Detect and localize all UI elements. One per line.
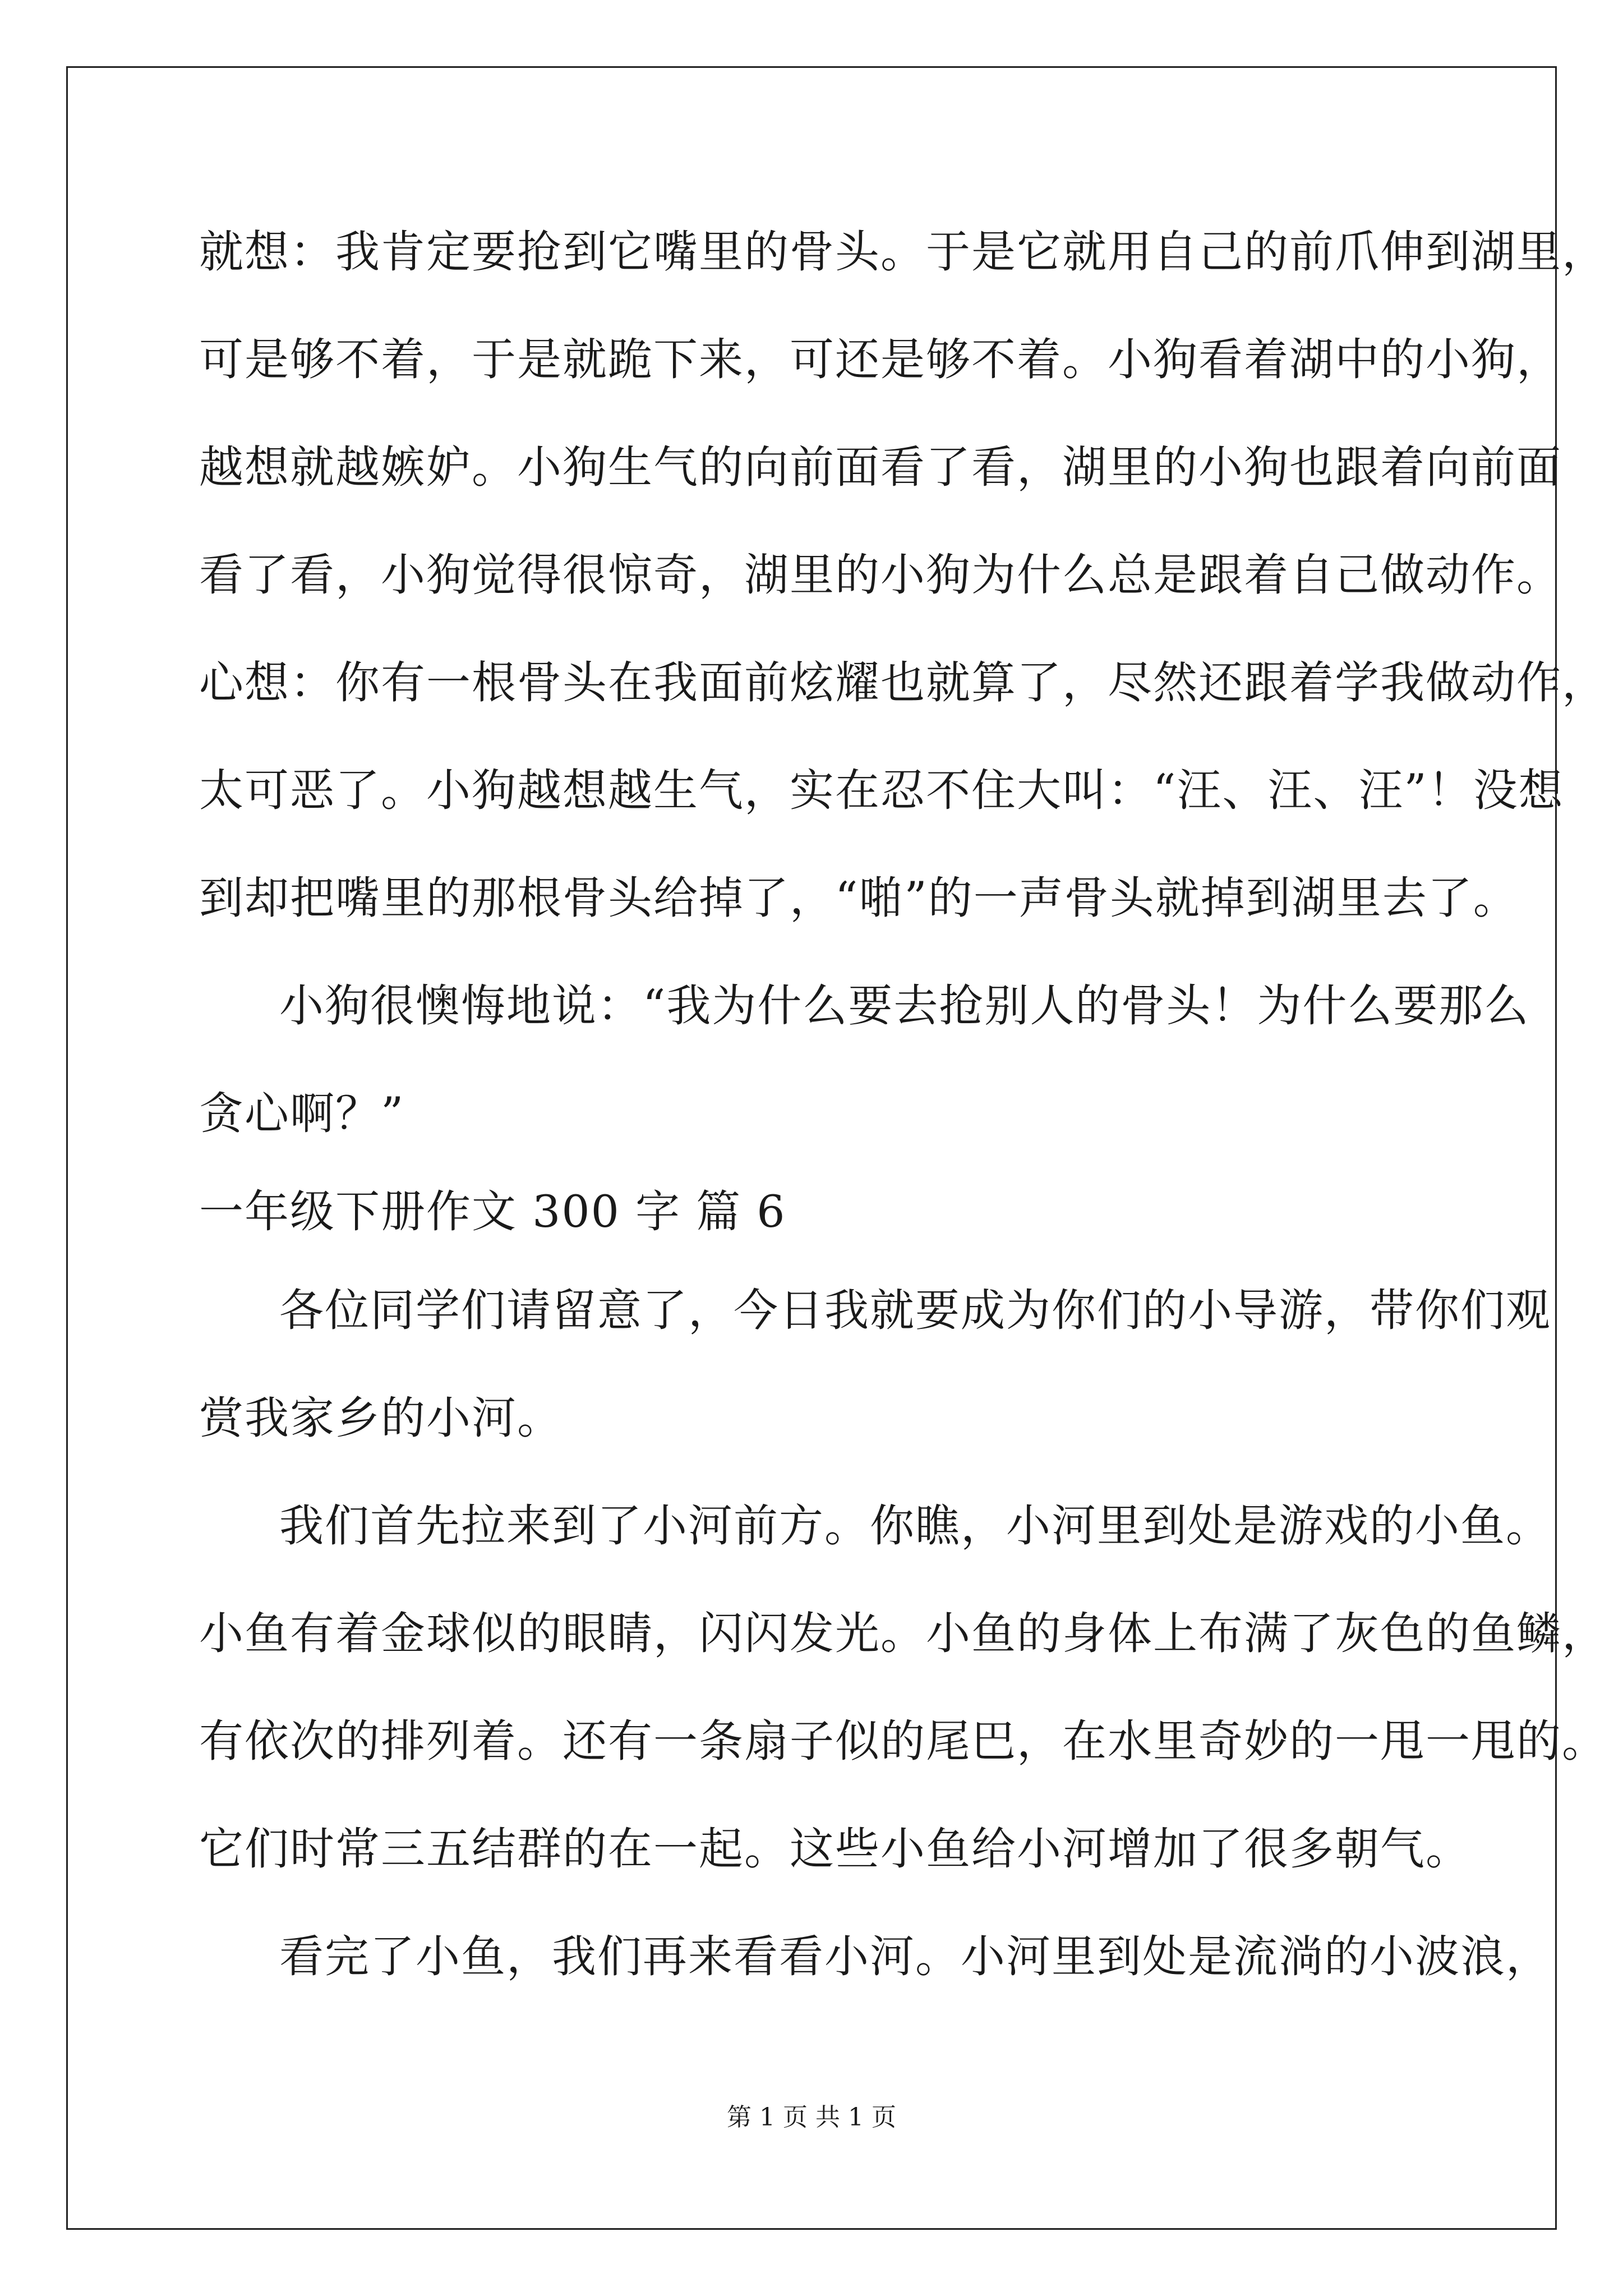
page-border: [66, 66, 1557, 2230]
text-line: 到却把嘴里的那根骨头给掉了，“啪”的一声骨头就掉到湖里去了。: [199, 872, 1519, 924]
text-line: 小鱼有着金球似的眼睛，闪闪发光。小鱼的身体上布满了灰色的鱼鳞，: [199, 1608, 1607, 1659]
paragraph-start-line: 小狗很懊悔地说：“我为什么要去抢别人的骨头！为什么要那么: [279, 980, 1530, 1032]
text-line: 心想：你有一根骨头在我面前炫耀也就算了，尽然还跟着学我做动作，: [199, 657, 1607, 708]
text-line: 太可恶了。小狗越想越生气，实在忍不住大叫：“汪、汪、汪”！没想: [199, 765, 1564, 816]
text-line: 看了看，小狗觉得很惊奇，湖里的小狗为什么总是跟着自己做动作。: [199, 549, 1562, 601]
text-line: 可是够不着，于是就跪下来，可还是够不着。小狗看着湖中的小狗，: [199, 334, 1562, 385]
text-line: 贪心啊？”: [199, 1088, 405, 1139]
text-line: 有依次的排列着。还有一条扇子似的尾巴，在水里奇妙的一甩一甩的。: [199, 1715, 1607, 1767]
paragraph-start-line: 我们首先拉来到了小河前方。你瞧，小河里到处是游戏的小鱼。: [279, 1500, 1551, 1552]
text-line: 就想：我肯定要抢到它嘴里的骨头。于是它就用自己的前爪伸到湖里，: [199, 226, 1607, 278]
text-line: 它们时常三五结群的在一起。这些小鱼给小河增加了很多朝气。: [199, 1823, 1471, 1875]
paragraph-start-line: 看完了小鱼，我们再来看看小河。小河里到处是流淌的小波浪，: [279, 1931, 1551, 1982]
text-line: 赏我家乡的小河。: [199, 1392, 562, 1444]
section-heading: 一年级下册作文 300 字 篇 6: [199, 1186, 786, 1237]
paragraph-start-line: 各位同学们请留意了，今日我就要成为你们的小导游，带你们观: [279, 1285, 1551, 1336]
page-number-footer: 第 1 页 共 1 页: [727, 2103, 896, 2132]
text-line: 越想就越嫉妒。小狗生气的向前面看了看，湖里的小狗也跟着向前面: [199, 441, 1562, 493]
